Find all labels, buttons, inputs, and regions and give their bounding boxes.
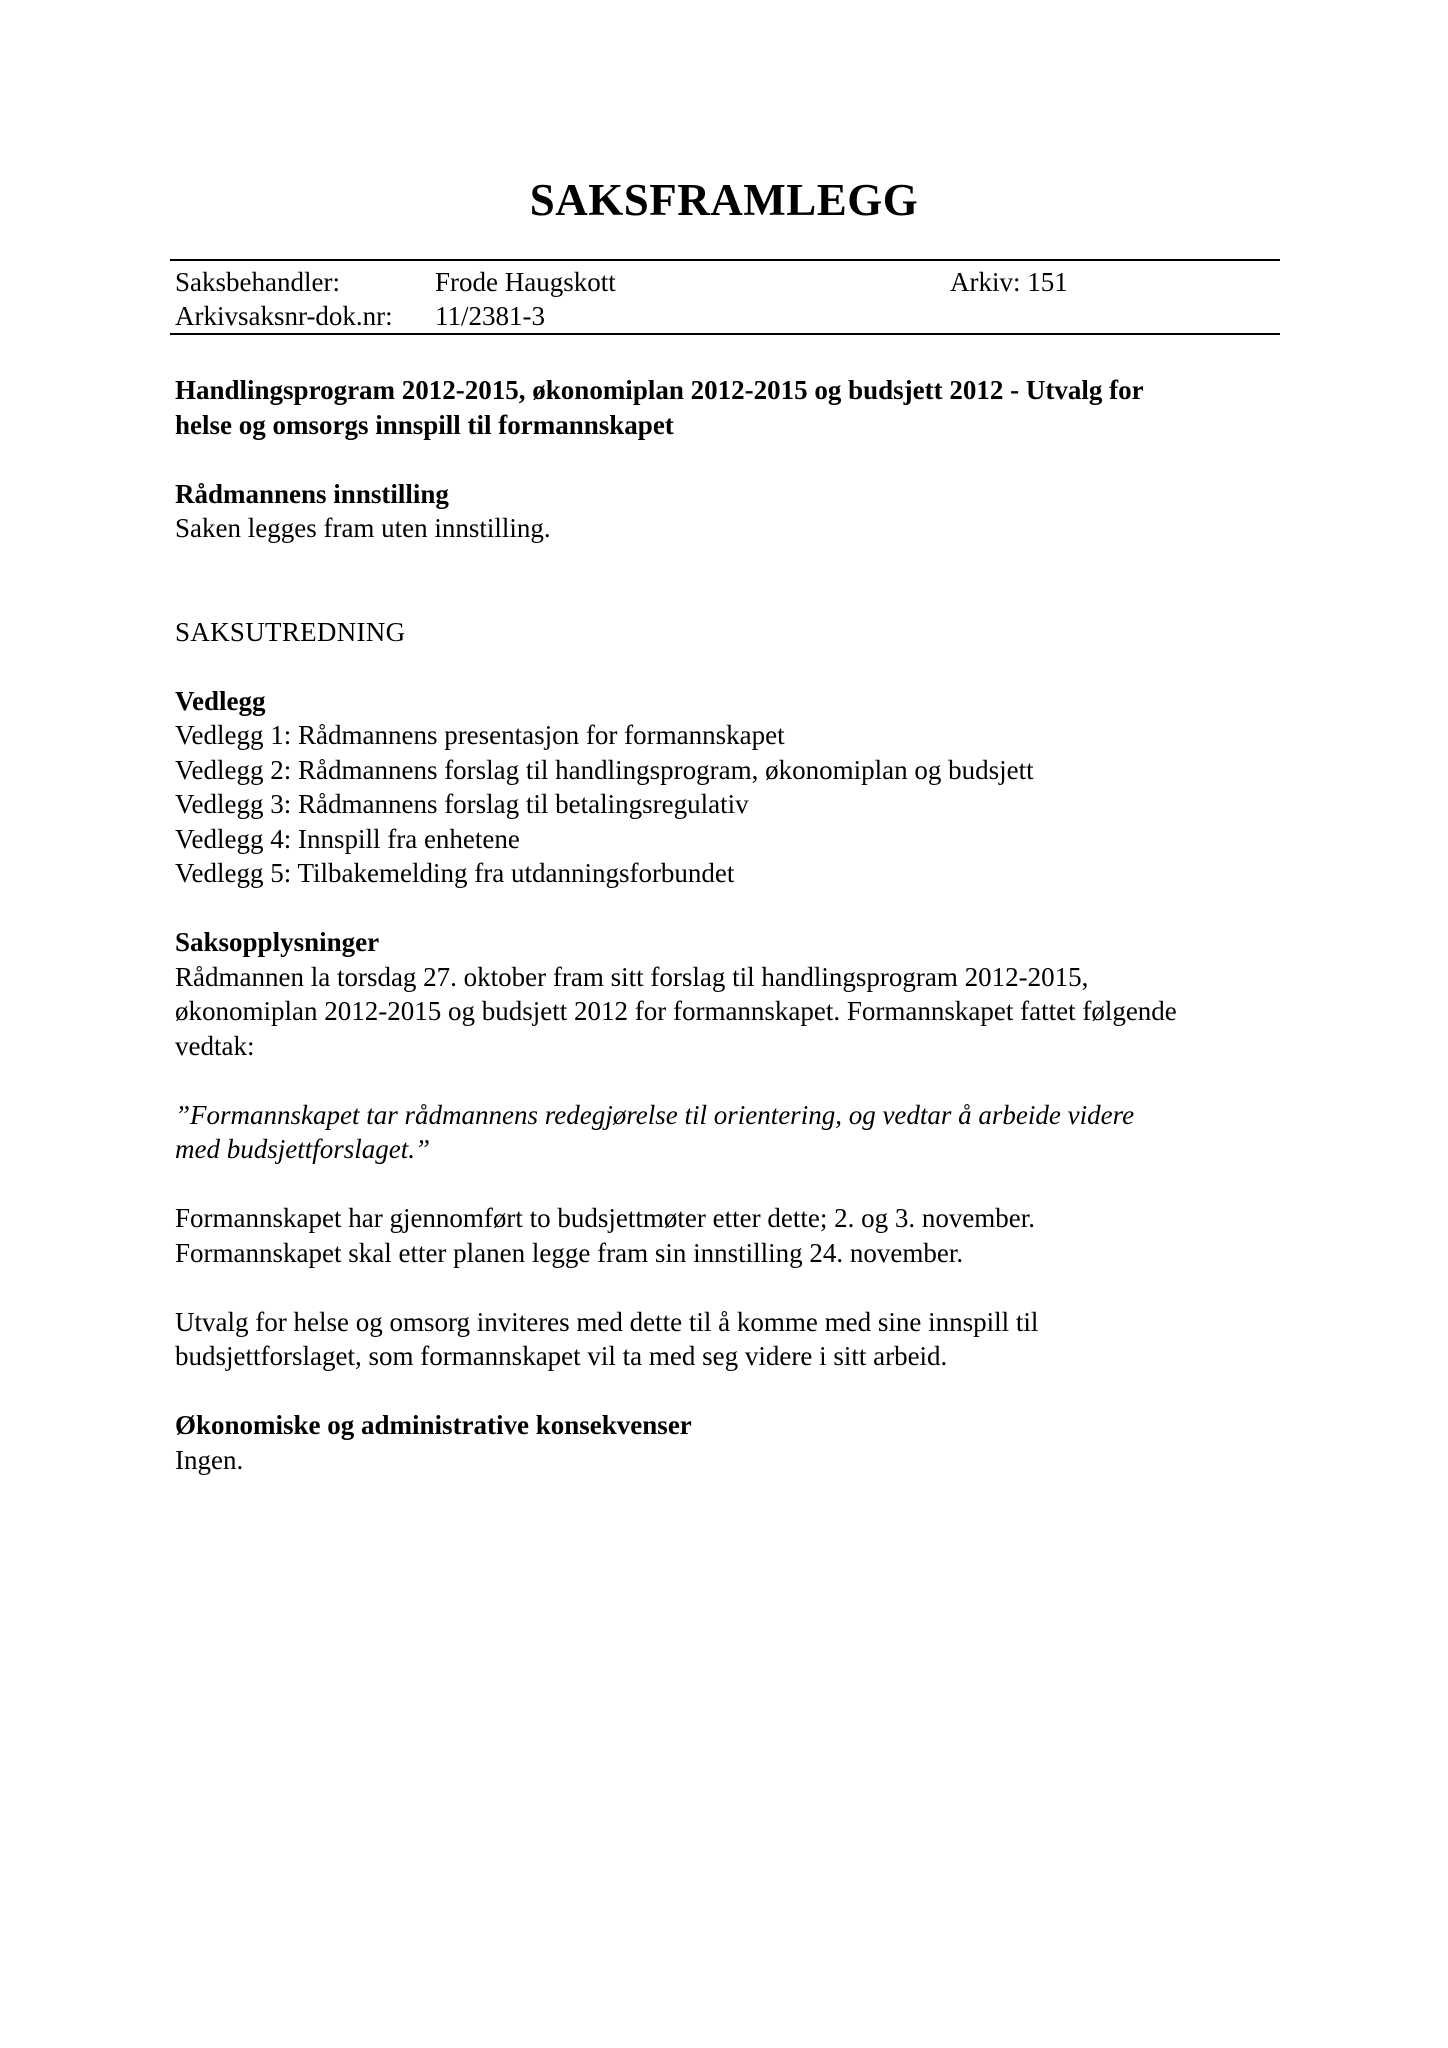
document-title: SAKSFRAMLEGG (529, 175, 919, 225)
recommendation-text: Saken legges fram uten innstilling. (175, 513, 551, 543)
subject-line-2: helse og omsorgs innspill til formannskapet (175, 409, 674, 440)
consequences-heading: Økonomiske og administrative konsekvenser (175, 1410, 692, 1440)
paragraph-line: Utvalg for helse og omsorg inviteres med dette til å komme med sine innspill til (175, 1306, 1039, 1337)
handler-label: Saksbehandler: (175, 267, 340, 297)
resolution-quote-line: med budsjettforslaget.” (175, 1134, 430, 1164)
case-number-label: Arkivsaksnr-dok.nr: (175, 301, 393, 331)
meta-row-case-number (175, 299, 1275, 333)
attachments-heading: Vedlegg (175, 685, 266, 716)
facts-line: Rådmannen la torsdag 27. oktober fram sitt forslag til handlingsprogram 2012-2015, (175, 961, 1089, 992)
attachment-item: Vedlegg 5: Tilbakemelding fra utdanningsforbundet (175, 858, 735, 888)
facts-heading: Saksopplysninger (175, 927, 380, 957)
investigation-heading: SAKSUTREDNING (175, 616, 406, 647)
consequences-text: Ingen. (175, 1444, 244, 1475)
document-body (175, 373, 1285, 1477)
attachment-item: Vedlegg 1: Rådmannens presentasjon for formannskapet (175, 720, 785, 750)
facts-line: økonomiplan 2012-2015 og budsjett 2012 for formannskapet. Formannskapet fattet følgende (175, 996, 1177, 1026)
header-bottom-rule (170, 333, 1280, 335)
header-top-rule (170, 259, 1280, 261)
case-number-value: 11/2381-3 (435, 301, 545, 331)
attachment-item: Vedlegg 4: Innspill fra enhetene (175, 823, 520, 854)
archive-number: Arkiv: 151 (950, 267, 1068, 297)
attachment-item: Vedlegg 3: Rådmannens forslag til betalingsregulativ (175, 789, 749, 819)
recommendation-heading: Rådmannens innstilling (175, 478, 449, 509)
meta-row-handler (175, 265, 1275, 299)
paragraph-line: Formannskapet har gjennomført to budsjettmøter etter dette; 2. og 3. november. (175, 1203, 1036, 1233)
resolution-quote-line: ”Formannskapet tar rådmannens redegjørelse til orientering, og vedtar å arbeide videre (175, 1099, 1135, 1130)
facts-line: vedtak: (175, 1030, 255, 1061)
subject-line-1: Handlingsprogram 2012-2015, økonomiplan 2012-2015 og budsjett 2012 - Utvalg for (175, 375, 1144, 405)
paragraph-line: budsjettforslaget, som formannskapet vil ta med seg videre i sitt arbeid. (175, 1341, 948, 1371)
paragraph-line: Formannskapet skal etter planen legge fram sin innstilling 24. november. (175, 1237, 964, 1268)
handler-value: Frode Haugskott (435, 267, 616, 297)
case-metadata (175, 265, 1275, 333)
attachment-item: Vedlegg 2: Rådmannens forslag til handlingsprogram, økonomiplan og budsjett (175, 754, 1034, 785)
